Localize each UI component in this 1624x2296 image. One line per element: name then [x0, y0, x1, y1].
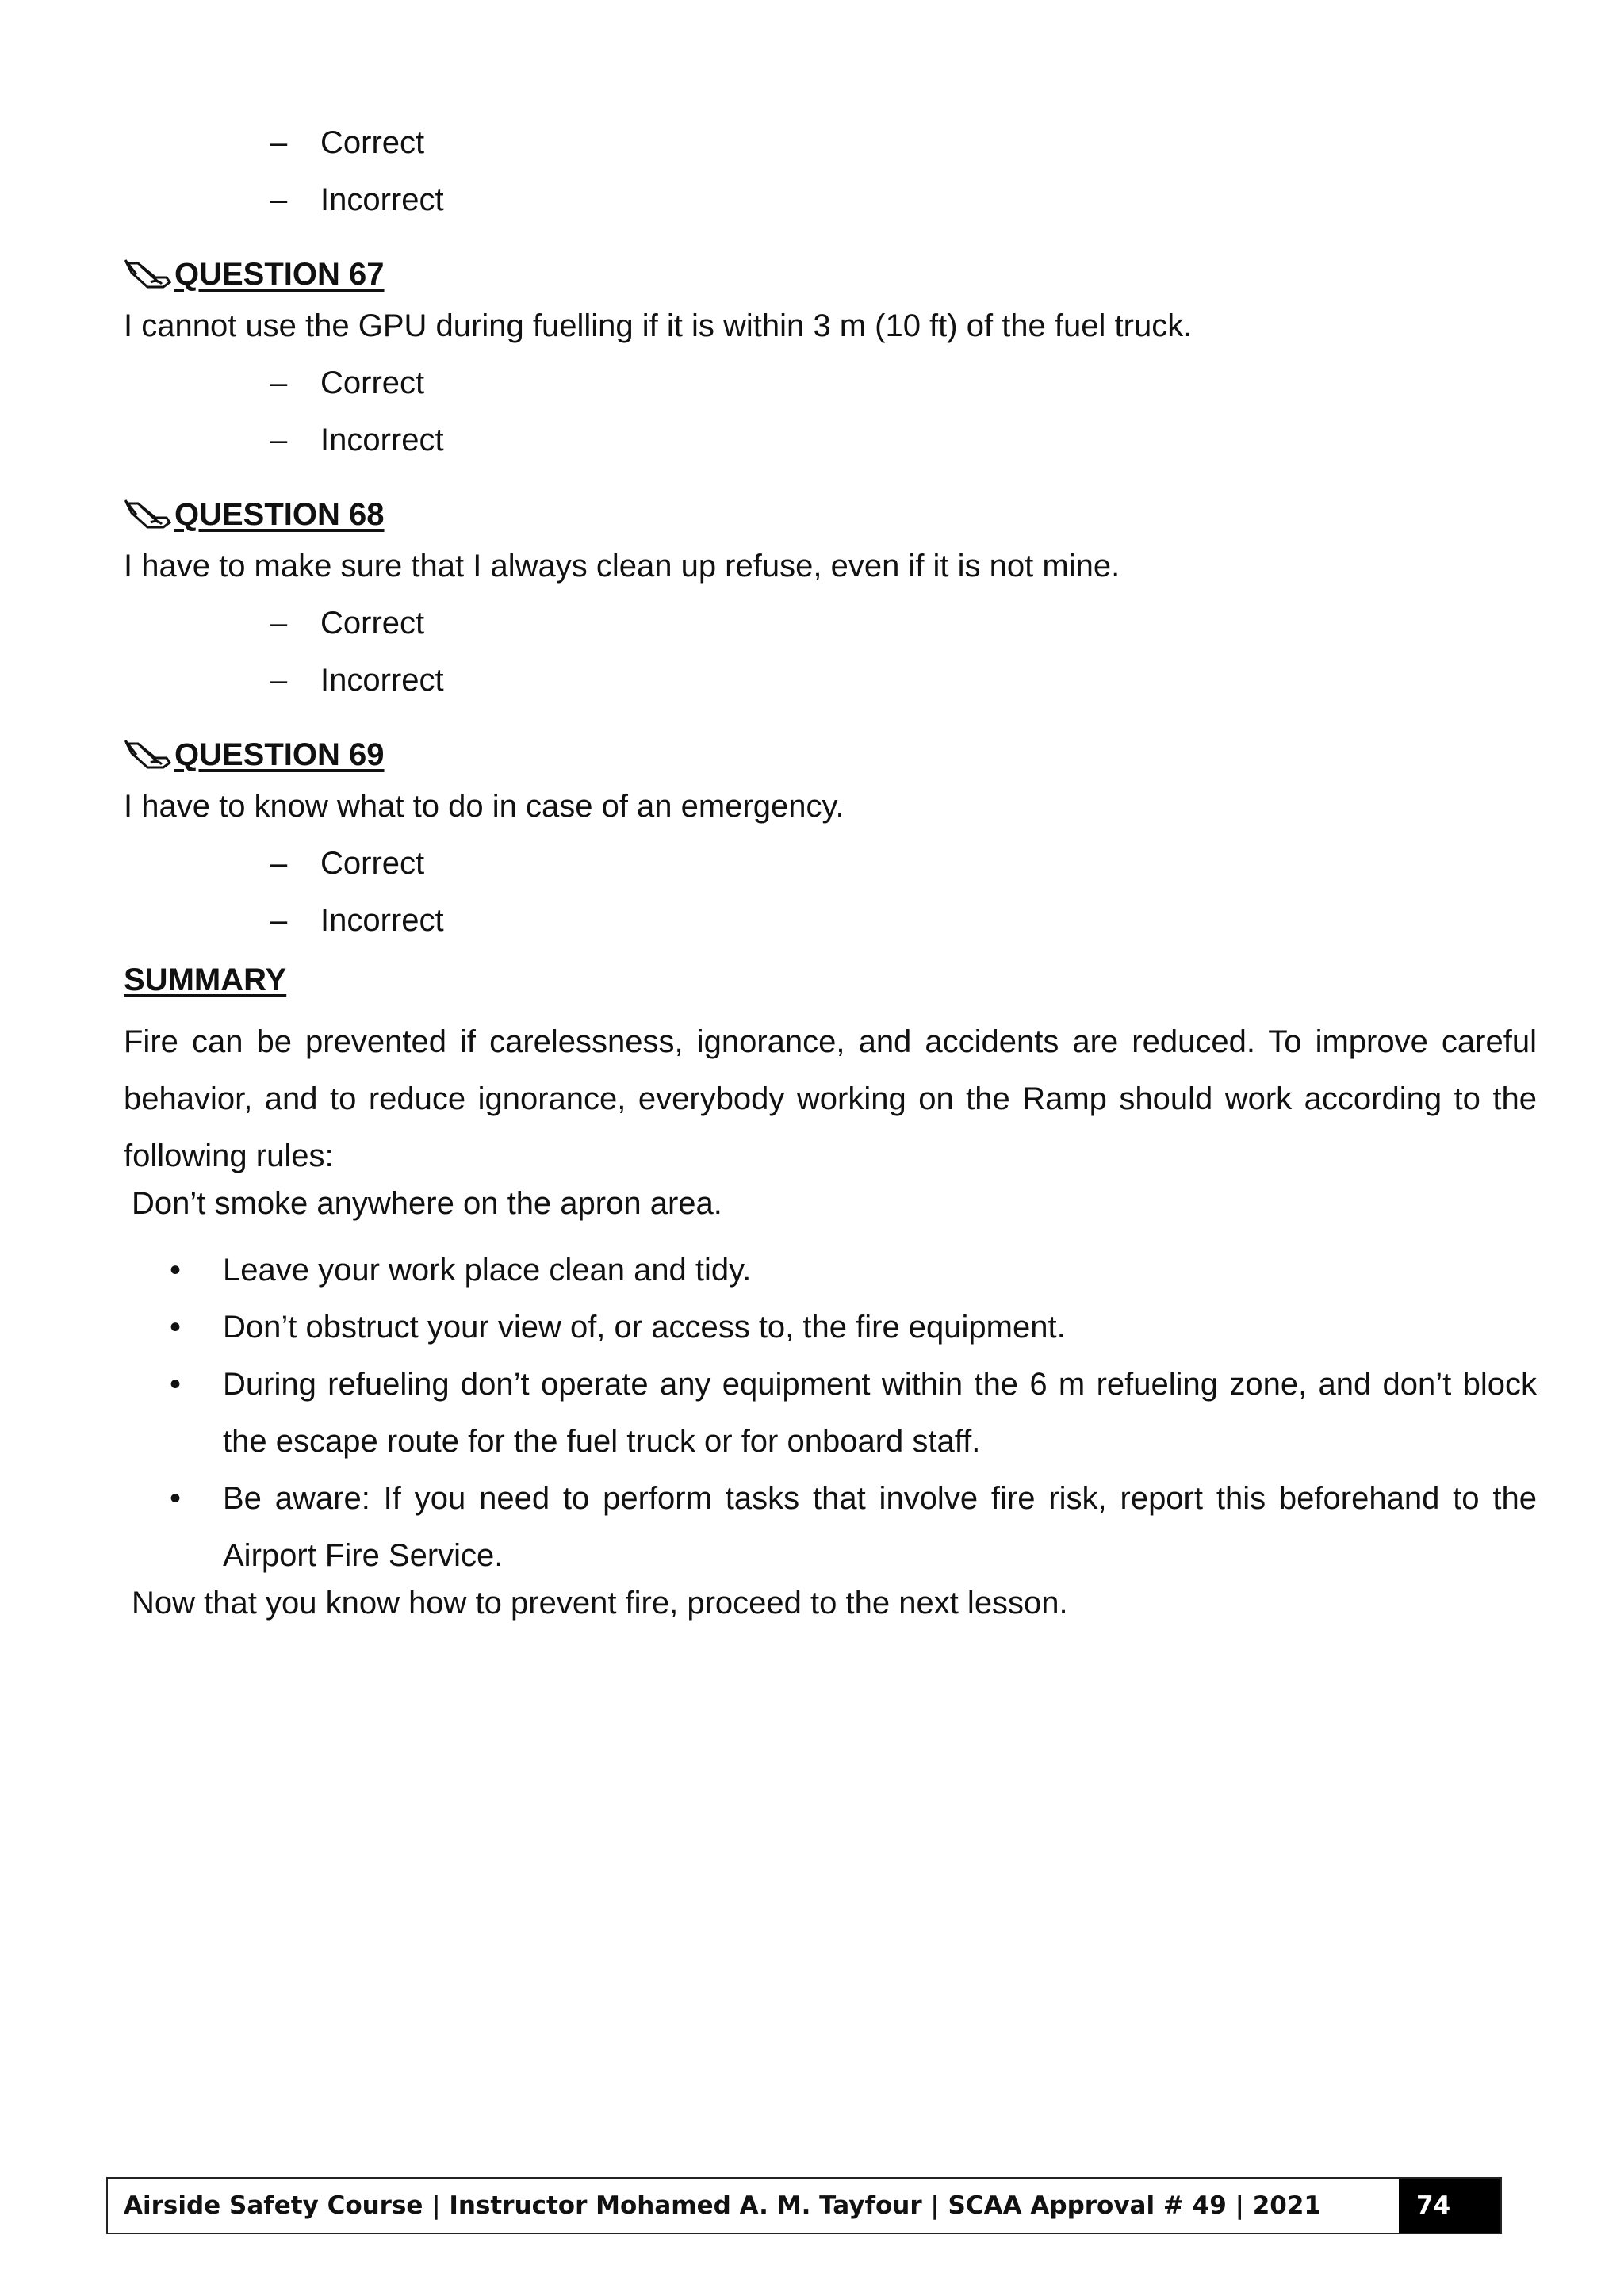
summary-first-rule: Don’t smoke anywhere on the apron area.: [132, 1186, 722, 1221]
list-item: • During refueling don’t operate any equipment within the 6 m refueling zone, and don’t block the escape route for the fuel truck or for onboard staff.: [170, 1367, 1537, 1459]
summary-closing: Now that you know how to prevent fire, proceed to the next lesson.: [132, 1586, 1068, 1621]
writing-hand-icon: [124, 499, 173, 530]
question-67-heading: QUESTION 67: [124, 255, 385, 293]
question-68-option-correct: – Correct: [270, 606, 425, 641]
question-68-heading: QUESTION 68: [124, 496, 385, 534]
question-67-text: I cannot use the GPU during fuelling if it is within 3 m (10 ft) of the fuel truck.: [124, 308, 1193, 343]
question-68-option-incorrect: – Incorrect: [270, 663, 444, 698]
page-number: 74: [1399, 2179, 1500, 2233]
writing-hand-icon: [124, 739, 173, 771]
summary-rules-list: [124, 1242, 1537, 1584]
question-69-heading: QUESTION 69: [124, 736, 385, 774]
list-item: • Be aware: If you need to perform tasks that involve fire risk, report this beforehand to the Airport Fire Service.: [170, 1481, 1537, 1573]
question-69-option-correct: – Correct: [270, 846, 425, 881]
question-68-text: I have to make sure that I always clean up refuse, even if it is not mine.: [124, 549, 1120, 584]
option-incorrect: – Incorrect: [270, 182, 444, 217]
page-footer: [106, 2177, 1502, 2234]
list-item: • Leave your work place clean and tidy.: [170, 1253, 752, 1288]
list-item: • Don’t obstruct your view of, or access to, the fire equipment.: [170, 1310, 1066, 1345]
footer-text: Airside Safety Course | Instructor Mohamed A. M. Tayfour | SCAA Approval # 49 | 2021: [124, 2191, 1321, 2220]
question-69-option-incorrect: – Incorrect: [270, 903, 444, 938]
question-69-text: I have to know what to do in case of an emergency.: [124, 789, 845, 824]
summary-paragraph: Fire can be prevented if carelessness, ignorance, and accidents are reduced. To improve careful behavior, and to reduce ignorance, everybody working on the Ramp should work according to the following rules:: [124, 1024, 1537, 1173]
option-correct: – Correct: [270, 125, 425, 160]
question-67-option-incorrect: – Incorrect: [270, 423, 444, 457]
writing-hand-icon: [124, 258, 173, 290]
summary-heading: SUMMARY: [124, 962, 287, 997]
question-67-option-correct: – Correct: [270, 365, 425, 400]
